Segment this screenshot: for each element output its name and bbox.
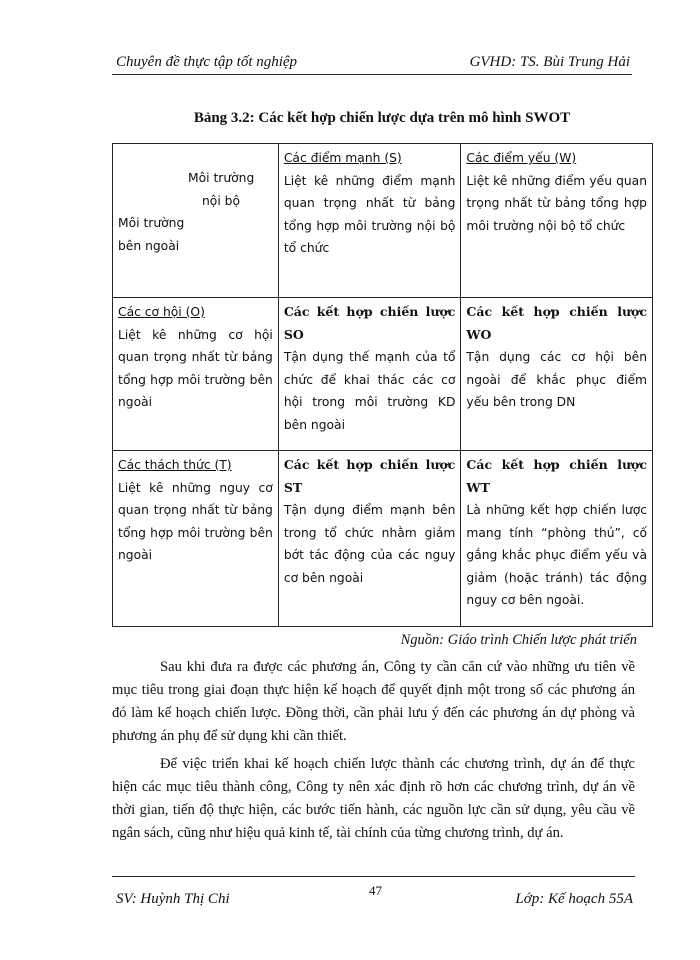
wo-text: Tận dụng các cơ hội bên ngoài để khắc phục điểm yếu bên trong DN [466,350,647,409]
opportunities-title: Các cơ hội (O) [118,305,205,319]
corner-internal-line1: Môi trường [188,171,255,185]
so-title: Các kết hợp chiến lược SO [283,304,456,342]
opportunities-cell [113,298,279,451]
wt-title: Các kết hợp chiến lược WT [466,457,647,495]
swot-table [112,143,653,627]
wo-cell [461,298,653,451]
table-row [113,451,653,627]
st-text: Tận dụng điểm mạnh bên trong tổ chức nhằm giảm bớt tác động của các nguy cơ bên ngoài [283,503,456,585]
table-caption: Bảng 3.2: Các kết hợp chiến lược dựa trên mô hình SWOT [193,110,571,126]
header-document-title: Chuyên đề thực tập tốt nghiệp [116,54,298,70]
wo-title: Các kết hợp chiến lược WO [466,304,647,342]
corner-cell [113,144,279,298]
threats-title: Các thách thức (T) [118,458,232,472]
st-title: Các kết hợp chiến lược ST [283,457,456,495]
page-number: 47 [369,883,382,898]
weaknesses-cell [461,144,653,298]
table-row [113,144,653,298]
table-source: Nguồn: Giáo trình Chiến lược phát triển [400,632,637,648]
corner-external-line2: bên ngoài [118,238,180,253]
body-paragraph-1: Sau khi đưa ra được các phương án, Công ty cần căn cứ vào những ưu tiên về mục tiêu trong giai đoạn thực hiện kế hoạch để quyết định một trong số các phương án đó làm kế hoạch chiến lược. Đồng thời, cần phải lưu ý đến các phương án dự phòng và phương án phụ để sử dụng khi cần thiết. [112,659,635,744]
strengths-title: Các điểm mạnh (S) [283,151,402,165]
st-cell [278,451,461,627]
page-header [112,52,632,75]
so-text: Tận dụng thế mạnh của tổ chức để khai thác các cơ hội trong môi trường KD bên ngoài [283,350,456,432]
strengths-text: Liệt kê những điểm mạnh quan trọng nhất từ bảng tổng hợp môi trường nội bộ tổ chức [283,173,456,255]
corner-external-line1: Môi trường [118,216,185,230]
wt-text: Là những kết hợp chiến lược mang tính “phòng thủ”, cố gắng khắc phục điểm yếu và giảm (hoặc tránh) tác động nguy cơ bên ngoài. [466,503,647,607]
weaknesses-text: Liệt kê những điểm yếu quan trọng nhất từ bảng tổng hợp môi trường nội bộ tổ chức [466,173,647,233]
threats-text: Liệt kê những nguy cơ quan trọng nhất từ bảng tổng hợp môi trường bên ngoài [118,480,273,562]
weaknesses-title: Các điểm yếu (W) [466,151,577,165]
header-supervisor: GVHD: TS. Bùi Trung Hải [469,54,630,70]
page-footer [112,876,635,907]
opportunities-text: Liệt kê những cơ hội quan trọng nhất từ bảng tổng hợp môi trường bên ngoài [118,327,273,409]
threats-cell [113,451,279,627]
table-row [113,298,653,451]
corner-internal-line2: nội bộ [202,193,240,208]
so-cell [278,298,461,451]
wt-cell [461,451,653,627]
footer-class: Lớp: Kế hoạch 55A [515,891,633,907]
footer-student: SV: Huỳnh Thị Chi [116,891,230,907]
body-paragraph-2: Để việc triển khai kế hoạch chiến lược thành các chương trình, dự án để thực hiện các mục tiêu thành công, Công ty nên xác định rõ hơn các chương trình, dự án về thời gian, tiến độ thực hiện, các bước tiến hành, các nguồn lực cần sử dụng, yêu cầu về ngân sách, cũng như hiệu quả kinh tế, tài chính của từng chương trình, dự án. [112,756,635,841]
strengths-cell [278,144,461,298]
